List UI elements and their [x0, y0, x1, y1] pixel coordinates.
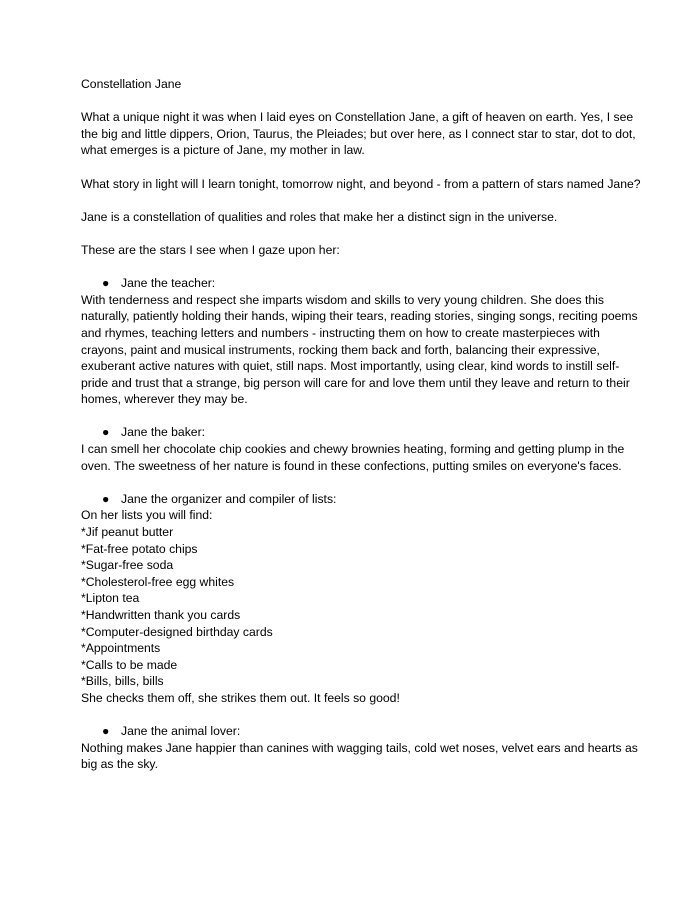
list-item: *Sugar-free soda: [81, 558, 174, 573]
section-heading-label: Jane the baker:: [121, 425, 206, 440]
spacer: [81, 159, 641, 176]
list-item: *Cholesterol-free egg whites: [81, 574, 235, 589]
bullet-icon: ●: [102, 491, 110, 506]
list-outro: She checks them off, she strikes them out. It feels so good!: [81, 690, 400, 705]
shopping-list: [81, 524, 641, 690]
list-item: *Bills, bills, bills: [81, 674, 164, 689]
spacer: [81, 707, 641, 724]
document-title: Constellation Jane: [81, 77, 182, 91]
section-heading-baker: [81, 424, 641, 441]
spacer: [81, 408, 641, 425]
bullet-icon: ●: [102, 724, 110, 739]
spacer: [81, 474, 641, 491]
section-body-baker: I can smell her chocolate chip cookies and chewy brownies heating, forming and getting plump in the oven. The sweetness of her nature is found in these confections, putting smiles on everyone's faces.: [81, 442, 625, 473]
list-item: *Lipton tea: [81, 591, 140, 606]
section-heading-label: Jane the animal lover:: [121, 724, 241, 739]
list-item: *Jif peanut butter: [81, 525, 174, 540]
list-intro: On her lists you will find:: [81, 508, 213, 523]
list-item: *Fat-free potato chips: [81, 541, 198, 556]
intro-paragraph: What story in light will I learn tonight, tomorrow night, and beyond - from a pattern of stars named Jane?: [81, 176, 641, 191]
list-item: *Computer-designed birthday cards: [81, 624, 273, 639]
section-heading-organizer: [81, 491, 641, 508]
document-page: [81, 76, 641, 773]
section-heading-animal-lover: [81, 723, 641, 740]
bullet-icon: ●: [102, 425, 110, 440]
bullet-icon: ●: [102, 276, 110, 291]
section-heading-label: Jane the organizer and compiler of lists:: [121, 491, 337, 506]
section-heading-label: Jane the teacher:: [121, 276, 216, 291]
list-item: *Appointments: [81, 641, 161, 656]
intro-paragraph: Jane is a constellation of qualities and roles that make her a distinct sign in the universe.: [81, 209, 558, 224]
spacer: [81, 259, 641, 276]
intro-paragraph: What a unique night it was when I laid eyes on Constellation Jane, a gift of heaven on earth. Yes, I see the big and little dippers, Orion, Taurus, the Pleiades; but over here, as I connect star to star, dot to dot, what emerges is a picture of Jane, my mother in law.: [81, 110, 636, 158]
section-heading-teacher: [81, 275, 641, 292]
section-body-animal-lover: Nothing makes Jane happier than canines with wagging tails, cold wet noses, velvet ears and hearts as big as the sky.: [81, 740, 638, 772]
spacer: [81, 93, 641, 110]
intro-paragraph: These are the stars I see when I gaze upon her:: [81, 242, 340, 257]
section-body-teacher: With tenderness and respect she imparts wisdom and skills to very young children. She does this naturally, patiently holding their hands, wiping their tears, reading stories, singing songs, reciting poems and rhymes, teaching letters and numbers - instructing them on how to create masterpieces with crayons, paint and musical instruments, rocking them back and forth, balancing their expressive, exuberant active natures with quiet, still naps. Most importantly, using clear, kind words to instill self-pride and trust that a strange, big person will care for and love them until they leave and return to their homes, wherever they may be.: [81, 292, 638, 407]
spacer: [81, 225, 641, 242]
spacer: [81, 192, 641, 209]
list-item: *Calls to be made: [81, 657, 178, 672]
list-item: *Handwritten thank you cards: [81, 608, 241, 622]
